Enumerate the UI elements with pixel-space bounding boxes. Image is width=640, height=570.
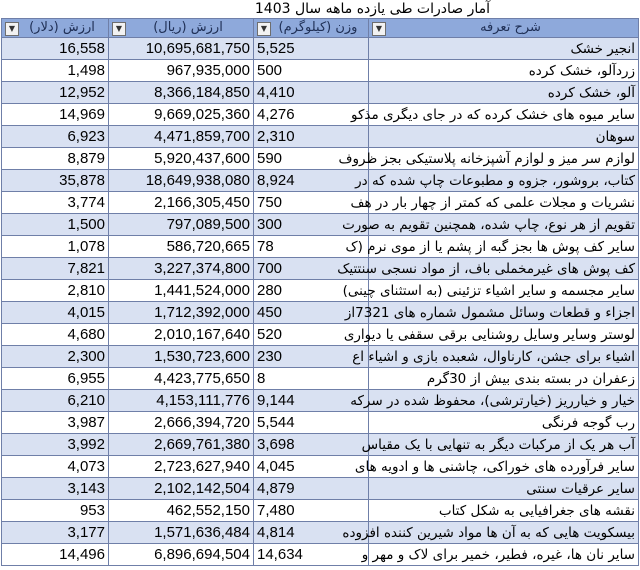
cell-description[interactable]: آلو، خشک کرده	[369, 82, 639, 104]
table-row	[2, 214, 639, 236]
cell-value-usd[interactable]: 1,500	[2, 214, 109, 236]
filter-dropdown-icon[interactable]: ▼	[372, 22, 386, 36]
table-body	[2, 38, 639, 566]
cell-value-rial[interactable]: 4,471,859,700	[109, 126, 254, 148]
cell-description[interactable]: سایر کف پوش ها بجز گبه از پشم یا از موی نرم (ک	[369, 236, 639, 258]
cell-value-usd[interactable]: 953	[2, 500, 109, 522]
sheet-title: آمار صادرات طی یازده ماهه سال 1403	[254, 1, 490, 17]
table-row	[2, 170, 639, 192]
cell-description[interactable]: کف پوش های غیرمخملی باف، از مواد نسجی سنتتیک	[369, 258, 639, 280]
table-row	[2, 544, 639, 566]
cell-description[interactable]: لوازم سر میز و لوازم آشپزخانه پلاستیکی بجز ظروف	[369, 148, 639, 170]
cell-weight[interactable]: 3,698	[254, 434, 369, 456]
header-description[interactable]	[369, 19, 639, 38]
cell-value-usd[interactable]: 35,878	[2, 170, 109, 192]
cell-weight[interactable]: 4,276	[254, 104, 369, 126]
filter-dropdown-icon[interactable]: ▼	[5, 22, 19, 36]
header-weight[interactable]	[254, 19, 369, 38]
table-row	[2, 148, 639, 170]
cell-value-rial[interactable]: 18,649,938,080	[109, 170, 254, 192]
cell-description[interactable]: سایر میوه های خشک کرده که در جای دیگری مذکو	[369, 104, 639, 126]
table-row	[2, 104, 639, 126]
cell-value-rial[interactable]: 8,366,184,850	[109, 82, 254, 104]
cell-weight[interactable]: 500	[254, 60, 369, 82]
cell-value-rial[interactable]: 2,010,167,640	[109, 324, 254, 346]
cell-description[interactable]: سوهان	[369, 126, 639, 148]
cell-description[interactable]: سایر نان ها، غیره، فطیر، خمیر برای لاک و مهر و	[369, 544, 639, 566]
table-row	[2, 478, 639, 500]
exports-table	[1, 18, 639, 566]
cell-value-usd[interactable]: 16,558	[2, 38, 109, 60]
cell-weight[interactable]: 700	[254, 258, 369, 280]
cell-value-usd[interactable]: 6,210	[2, 390, 109, 412]
cell-value-rial[interactable]: 586,720,665	[109, 236, 254, 258]
cell-description[interactable]: سایر مجسمه و سایر اشیاء تزئینی (به استثنای چینی)	[369, 280, 639, 302]
table-row	[2, 38, 639, 60]
cell-value-usd[interactable]: 4,073	[2, 456, 109, 478]
cell-description[interactable]: بیسکویت هایی که به آن ها مواد شیرین کننده افزوده	[369, 522, 639, 544]
cell-weight[interactable]: 14,634	[254, 544, 369, 566]
cell-weight[interactable]: 4,814	[254, 522, 369, 544]
cell-value-usd[interactable]: 1,498	[2, 60, 109, 82]
filter-dropdown-icon[interactable]: ▼	[257, 22, 271, 36]
cell-description[interactable]: خیار و خیارریز (خیارترشی)، محفوظ شده در سرکه	[369, 390, 639, 412]
header-value-usd[interactable]	[2, 19, 109, 38]
cell-value-rial[interactable]: 10,695,681,750	[109, 38, 254, 60]
table-row	[2, 500, 639, 522]
header-value-rial-label: ارزش (ریال)	[153, 20, 223, 35]
cell-value-usd[interactable]: 14,969	[2, 104, 109, 126]
cell-value-usd[interactable]: 12,952	[2, 82, 109, 104]
cell-value-rial[interactable]: 1,712,392,000	[109, 302, 254, 324]
cell-description[interactable]: رب گوجه فرنگی	[369, 412, 639, 434]
cell-value-rial[interactable]: 797,089,500	[109, 214, 254, 236]
cell-value-rial[interactable]: 6,896,694,504	[109, 544, 254, 566]
table-row	[2, 60, 639, 82]
cell-value-rial[interactable]: 3,227,374,800	[109, 258, 254, 280]
table-row	[2, 82, 639, 104]
cell-weight[interactable]: 78	[254, 236, 369, 258]
header-description-label: شرح تعرفه	[480, 20, 541, 35]
table-row	[2, 258, 639, 280]
header-weight-label: وزن (کیلوگرم)	[278, 20, 358, 35]
cell-value-rial[interactable]: 2,166,305,450	[109, 192, 254, 214]
cell-description[interactable]: لوستر وسایر وسایل روشنایی برقی سقفی یا دیواری	[369, 324, 639, 346]
cell-weight[interactable]: 5,544	[254, 412, 369, 434]
cell-value-usd[interactable]: 14,496	[2, 544, 109, 566]
cell-value-rial[interactable]: 1,571,636,484	[109, 522, 254, 544]
cell-weight[interactable]: 590	[254, 148, 369, 170]
cell-value-rial[interactable]: 2,669,761,380	[109, 434, 254, 456]
cell-weight[interactable]: 300	[254, 214, 369, 236]
cell-description[interactable]: انجیر خشک	[369, 38, 639, 60]
cell-weight[interactable]: 8	[254, 368, 369, 390]
cell-value-usd[interactable]: 4,015	[2, 302, 109, 324]
cell-description[interactable]: زعفران در بسته بندی بیش از 30گرم	[369, 368, 639, 390]
table-row	[2, 434, 639, 456]
table-row	[2, 346, 639, 368]
table-row	[2, 280, 639, 302]
cell-weight[interactable]: 4,045	[254, 456, 369, 478]
cell-weight[interactable]: 230	[254, 346, 369, 368]
cell-value-rial[interactable]: 4,423,775,650	[109, 368, 254, 390]
table-row	[2, 302, 639, 324]
table-row	[2, 390, 639, 412]
cell-value-usd[interactable]: 3,774	[2, 192, 109, 214]
header-value-rial[interactable]	[109, 19, 254, 38]
cell-value-rial[interactable]: 9,669,025,360	[109, 104, 254, 126]
cell-value-rial[interactable]: 2,723,627,940	[109, 456, 254, 478]
cell-weight[interactable]: 7,480	[254, 500, 369, 522]
table-row	[2, 126, 639, 148]
table-row	[2, 522, 639, 544]
cell-weight[interactable]: 2,310	[254, 126, 369, 148]
header-value-usd-label: ارزش (دلار)	[29, 20, 95, 35]
filter-dropdown-icon[interactable]: ▼	[112, 22, 126, 36]
cell-description[interactable]: نشریات و مجلات علمی که کمتر از چهار بار در هف	[369, 192, 639, 214]
cell-description[interactable]: نقشه های جغرافیایی به شکل کتاب	[369, 500, 639, 522]
cell-value-rial[interactable]: 2,102,142,504	[109, 478, 254, 500]
table-row	[2, 368, 639, 390]
cell-value-usd[interactable]: 2,810	[2, 280, 109, 302]
cell-value-usd[interactable]: 6,923	[2, 126, 109, 148]
cell-weight[interactable]: 750	[254, 192, 369, 214]
table-row	[2, 412, 639, 434]
cell-value-rial[interactable]: 462,552,150	[109, 500, 254, 522]
cell-description[interactable]: اشیاء برای جشن، کارناوال، شعبده بازی و اشیاء اع	[369, 346, 639, 368]
cell-value-usd[interactable]: 1,078	[2, 236, 109, 258]
table-row	[2, 236, 639, 258]
cell-value-usd[interactable]: 2,300	[2, 346, 109, 368]
cell-value-usd[interactable]: 3,143	[2, 478, 109, 500]
cell-value-rial[interactable]: 4,153,111,776	[109, 390, 254, 412]
cell-value-rial[interactable]: 967,935,000	[109, 60, 254, 82]
cell-description[interactable]: آب هر یک از مرکبات دیگر به تنهایی با یک مقیاس	[369, 434, 639, 456]
cell-description[interactable]: تقویم از هر نوع، چاپ شده، همچنین تقویم به صورت	[369, 214, 639, 236]
cell-value-rial[interactable]: 5,920,437,600	[109, 148, 254, 170]
cell-description[interactable]: زردآلو، خشک کرده	[369, 60, 639, 82]
header-row	[2, 19, 639, 38]
cell-description[interactable]: سایر فرآورده های خوراکی، چاشنی ها و ادویه های	[369, 456, 639, 478]
cell-description[interactable]: کتاب، بروشور، جزوه و مطبوعات چاپ شده که در	[369, 170, 639, 192]
cell-value-rial[interactable]: 1,530,723,600	[109, 346, 254, 368]
table-row	[2, 324, 639, 346]
cell-value-rial[interactable]: 1,441,524,000	[109, 280, 254, 302]
table-row	[2, 456, 639, 478]
cell-value-usd[interactable]: 6,955	[2, 368, 109, 390]
cell-value-usd[interactable]: 3,992	[2, 434, 109, 456]
cell-weight[interactable]: 8,924	[254, 170, 369, 192]
table-row	[2, 192, 639, 214]
cell-weight[interactable]: 450	[254, 302, 369, 324]
cell-description[interactable]: اجزاء و قطعات وسائل مشمول شماره های 7321از	[369, 302, 639, 324]
cell-weight[interactable]: 9,144	[254, 390, 369, 412]
cell-value-usd[interactable]: 4,680	[2, 324, 109, 346]
cell-weight[interactable]: 520	[254, 324, 369, 346]
cell-value-usd[interactable]: 3,987	[2, 412, 109, 434]
cell-description[interactable]: سایر عرقیات سنتی	[369, 478, 639, 500]
cell-value-rial[interactable]: 2,666,394,720	[109, 412, 254, 434]
cell-weight[interactable]: 4,410	[254, 82, 369, 104]
cell-value-usd[interactable]: 7,821	[2, 258, 109, 280]
cell-value-usd[interactable]: 8,879	[2, 148, 109, 170]
cell-weight[interactable]: 5,525	[254, 38, 369, 60]
cell-weight[interactable]: 4,879	[254, 478, 369, 500]
cell-weight[interactable]: 280	[254, 280, 369, 302]
cell-value-usd[interactable]: 3,177	[2, 522, 109, 544]
